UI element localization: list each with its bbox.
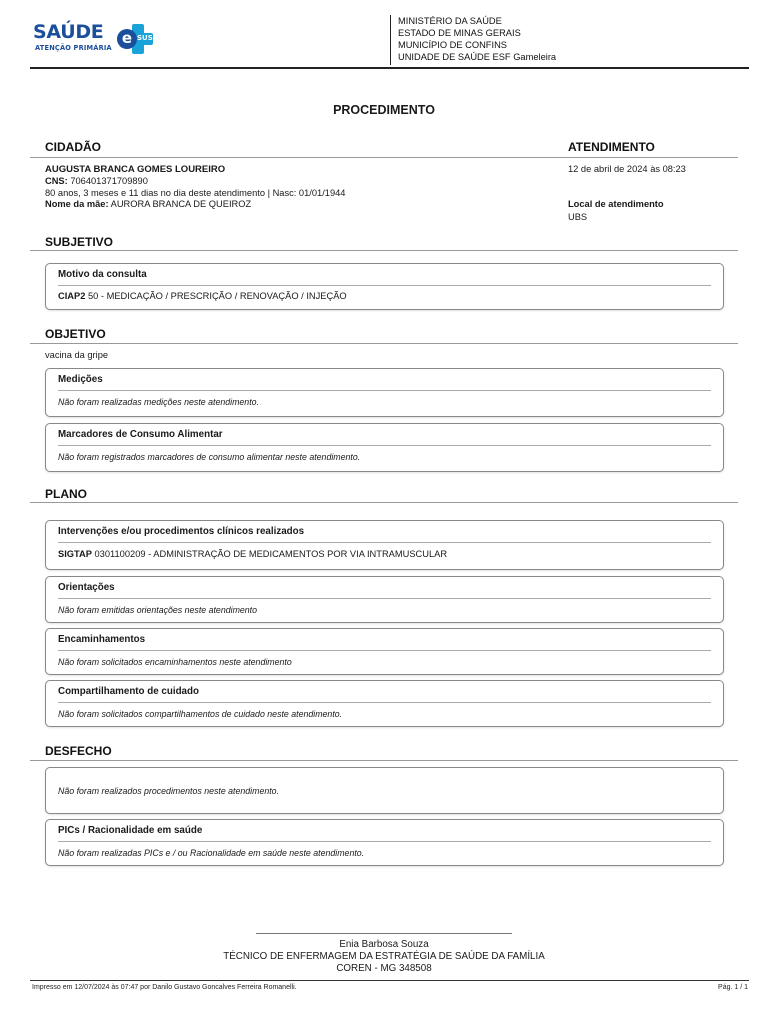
section-objetivo: OBJETIVO <box>45 327 106 341</box>
section-cidadao: CIDADÃO <box>45 140 101 154</box>
ciap-text: 50 - MEDICAÇÃO / PRESCRIÇÃO / RENOVAÇÃO / INJEÇÃO <box>87 291 347 301</box>
marcadores-card <box>45 423 724 472</box>
logo-sus: SUS <box>137 34 153 42</box>
ciap-line <box>58 291 347 301</box>
procedimentos-card <box>45 767 724 814</box>
cns-value: 70640137170989​0 <box>70 176 148 186</box>
mother-label: Nome da mãe: <box>45 199 109 209</box>
section-rule <box>30 760 738 761</box>
signer-registry: COREN - MG 348508 <box>336 963 432 974</box>
intervencoes-card <box>45 520 724 570</box>
pics-title: PICs / Racionalidade em saúde <box>58 825 203 836</box>
document-title: PROCEDIMENTO <box>333 103 435 117</box>
signer-name: Enia Barbosa Souza <box>339 939 429 950</box>
sigtap-label: SIGTAP <box>58 549 92 559</box>
ciap-label: CIAP2 <box>58 291 86 301</box>
orientacoes-text: Não foram emitidas orientações neste atendimento <box>58 605 258 615</box>
section-plano: PLANO <box>45 487 87 501</box>
local-label: Local de atendimento <box>568 199 664 209</box>
org-line-municipality: MUNICÍPIO DE CONFINS <box>398 40 507 50</box>
pics-card <box>45 819 724 866</box>
motivo-title: Motivo da consulta <box>58 269 147 280</box>
section-desfecho: DESFECHO <box>45 744 112 758</box>
compartilhamento-text: Não foram solicitados compartilhamentos de cuidado neste atendimento. <box>58 709 343 719</box>
header-rule <box>30 67 749 69</box>
section-rule <box>30 157 738 158</box>
org-line-ministry: MINISTÉRIO DA SAÚDE <box>398 16 502 26</box>
section-subjetivo: SUBJETIVO <box>45 235 114 249</box>
logo-e: e <box>117 29 137 49</box>
medicoes-text: Não foram realizadas medições neste atendimento. <box>58 397 259 407</box>
medicoes-title: Medições <box>58 374 103 385</box>
encaminhamentos-title: Encaminhamentos <box>58 634 146 645</box>
sigtap-text: 0301100209 - ADMINISTRAÇÃO DE MEDICAMENTOS POR VIA INTRAMUSCULAR <box>94 549 448 559</box>
citizen-cns <box>45 176 148 187</box>
page-number: Pág. 1 / 1 <box>718 984 748 991</box>
signer-role: TÉCNICO DE ENFERMAGEM DA ESTRATÉGIA DE SAÚDE DA FAMÍLIA <box>223 951 545 962</box>
mother-value: AURORA BRANCA DE QUEIROZ <box>110 199 252 209</box>
logo-cross-icon <box>123 24 153 54</box>
logo-subtitle: ATENÇÃO PRIMÁRIA <box>35 44 112 52</box>
orientacoes-title: Orientações <box>58 582 115 593</box>
org-line-state: ESTADO DE MINAS GERAIS <box>398 28 521 38</box>
org-line-unit: UNIDADE DE SAÚDE ESF Gameleira <box>398 52 557 62</box>
footer-rule <box>30 980 749 981</box>
section-rule <box>30 343 738 344</box>
encaminhamentos-card <box>45 628 724 675</box>
section-rule <box>30 250 738 251</box>
citizen-name: AUGUSTA BRANCA GOMES LOUREIRO <box>45 164 226 175</box>
pics-text: Não foram realizadas PICs e / ou Racionalidade em saúde neste atendimento. <box>58 848 365 858</box>
attendance-datetime: 12 de abril de 2024 às 08:23 <box>568 164 686 174</box>
logo-wordmark: SAÚDE <box>33 21 104 43</box>
objetivo-note: vacina da gripe <box>45 350 109 360</box>
citizen-mother <box>45 199 251 210</box>
esus-logo <box>33 22 157 58</box>
orientacoes-card <box>45 576 724 623</box>
procedimentos-text: Não foram realizados procedimentos neste atendimento. <box>58 786 280 796</box>
compartilhamento-card <box>45 680 724 727</box>
sigtap-line <box>58 549 447 559</box>
marcadores-title: Marcadores de Consumo Alimentar <box>58 429 223 440</box>
citizen-age: 80 anos, 3 meses e 11 dias no dia deste atendimento | Nasc: 01/01/1944 <box>45 188 346 198</box>
marcadores-text: Não foram registrados marcadores de consumo alimentar neste atendimento. <box>58 452 361 462</box>
signature-line <box>256 933 512 934</box>
section-atendimento: ATENDIMENTO <box>568 140 655 154</box>
medicoes-card <box>45 368 724 417</box>
header-divider <box>390 15 391 65</box>
print-info: Impresso em 12/07/2024 às 07:47 por Danilo Gustavo Goncalves Ferreira Romanelli. <box>32 984 297 991</box>
compartilhamento-title: Compartilhamento de cuidado <box>58 686 199 697</box>
cns-label: CNS: <box>45 176 68 186</box>
section-rule <box>30 502 738 503</box>
intervencoes-title: Intervenções e/ou procedimentos clínicos realizados <box>58 526 305 537</box>
encaminhamentos-text: Não foram solicitados encaminhamentos neste atendimento <box>58 657 292 667</box>
local-value: UBS <box>568 212 588 222</box>
motivo-card <box>45 263 724 310</box>
